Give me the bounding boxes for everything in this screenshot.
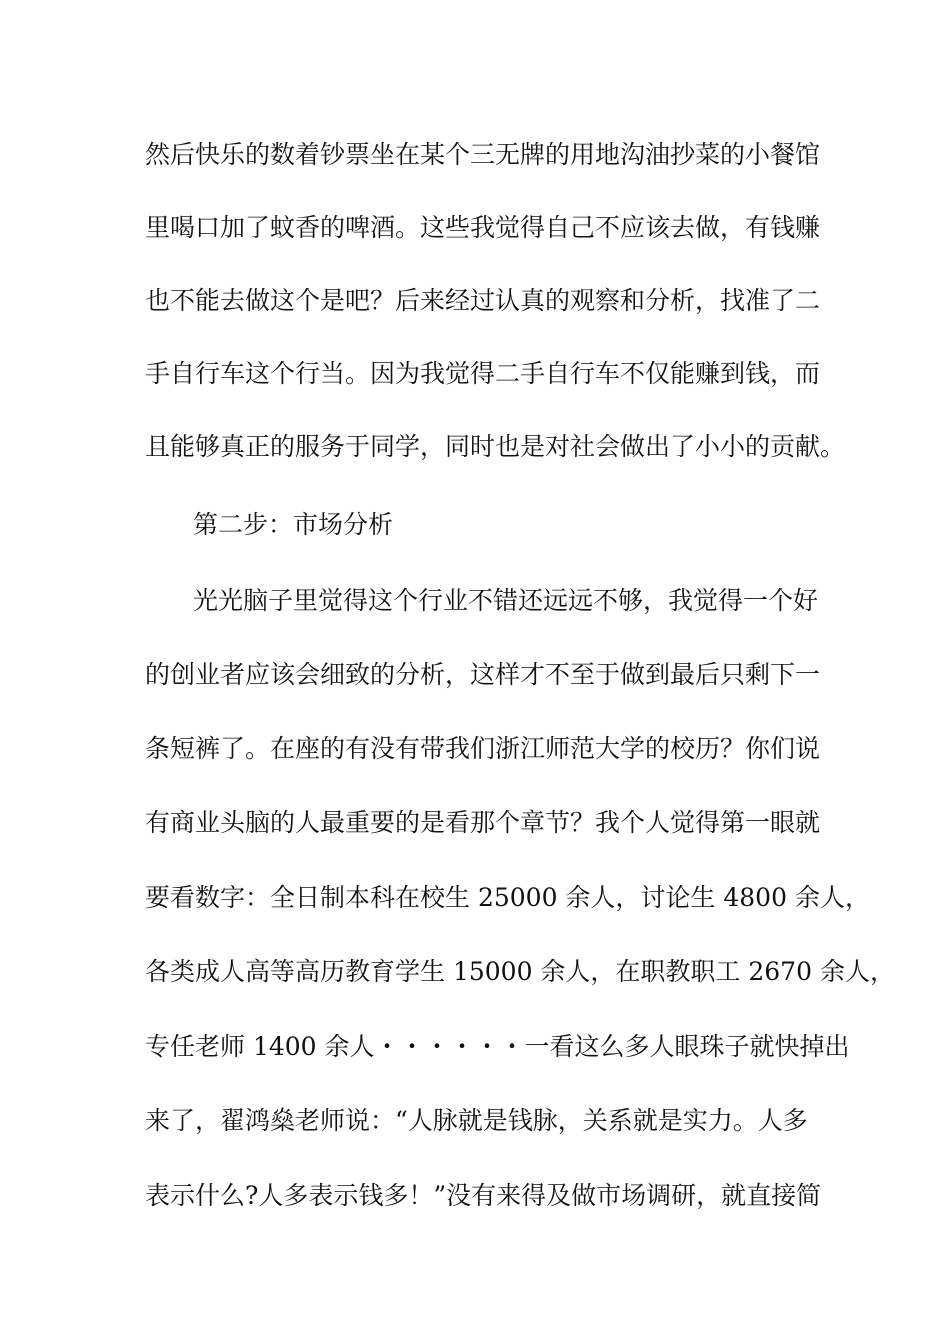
body-text-line: 然后快乐的数着钞票坐在某个三无牌的用地沟油抄菜的小餐馆 <box>145 140 821 169</box>
body-text-line: 手自行车这个行当。因为我觉得二手自行车不仅能赚到钱，而 <box>145 359 821 388</box>
body-text-line: 要看数字：全日制本科在校生 25000 余人，讨论生 4800 余人， <box>145 883 870 912</box>
body-text-line: 的创业者应该会细致的分析，这样才不至于做到最后只剩下一 <box>145 660 821 689</box>
body-text-line: 来了，翟鸿燊老师说：“人脉就是钱脉，关系就是实力。人多 <box>145 1106 808 1135</box>
body-text-line: 里喝口加了蚊香的啤酒。这些我觉得自己不应该去做，有钱赚 <box>145 213 821 242</box>
body-text-line: 专任老师 1400 余人・・・・・・一看这么多人眼珠子就快掉出 <box>145 1032 850 1061</box>
body-text-line: 条短裤了。在座的有没有带我们浙江师范大学的校历？你们说 <box>145 734 821 763</box>
body-text-line: 也不能去做这个是吧？后来经过认真的观察和分析，找准了二 <box>145 286 821 315</box>
body-text-line: 有商业头脑的人最重要的是看那个章节？我个人觉得第一眼就 <box>145 808 821 837</box>
body-text-line: 且能够真正的服务于同学，同时也是对社会做出了小小的贡献。 <box>145 432 846 461</box>
body-text-line: 各类成人高等高历教育学生 15000 余人，在职教职工 2670 余人， <box>145 957 895 986</box>
section-heading: 第二步：市场分析 <box>193 510 394 539</box>
body-text-line: 表示什么?人多表示钱多！”没有来得及做市场调研，就直接简 <box>145 1181 822 1210</box>
body-text-line: 光光脑子里觉得这个行业不错还远远不够，我觉得一个好 <box>193 586 819 615</box>
